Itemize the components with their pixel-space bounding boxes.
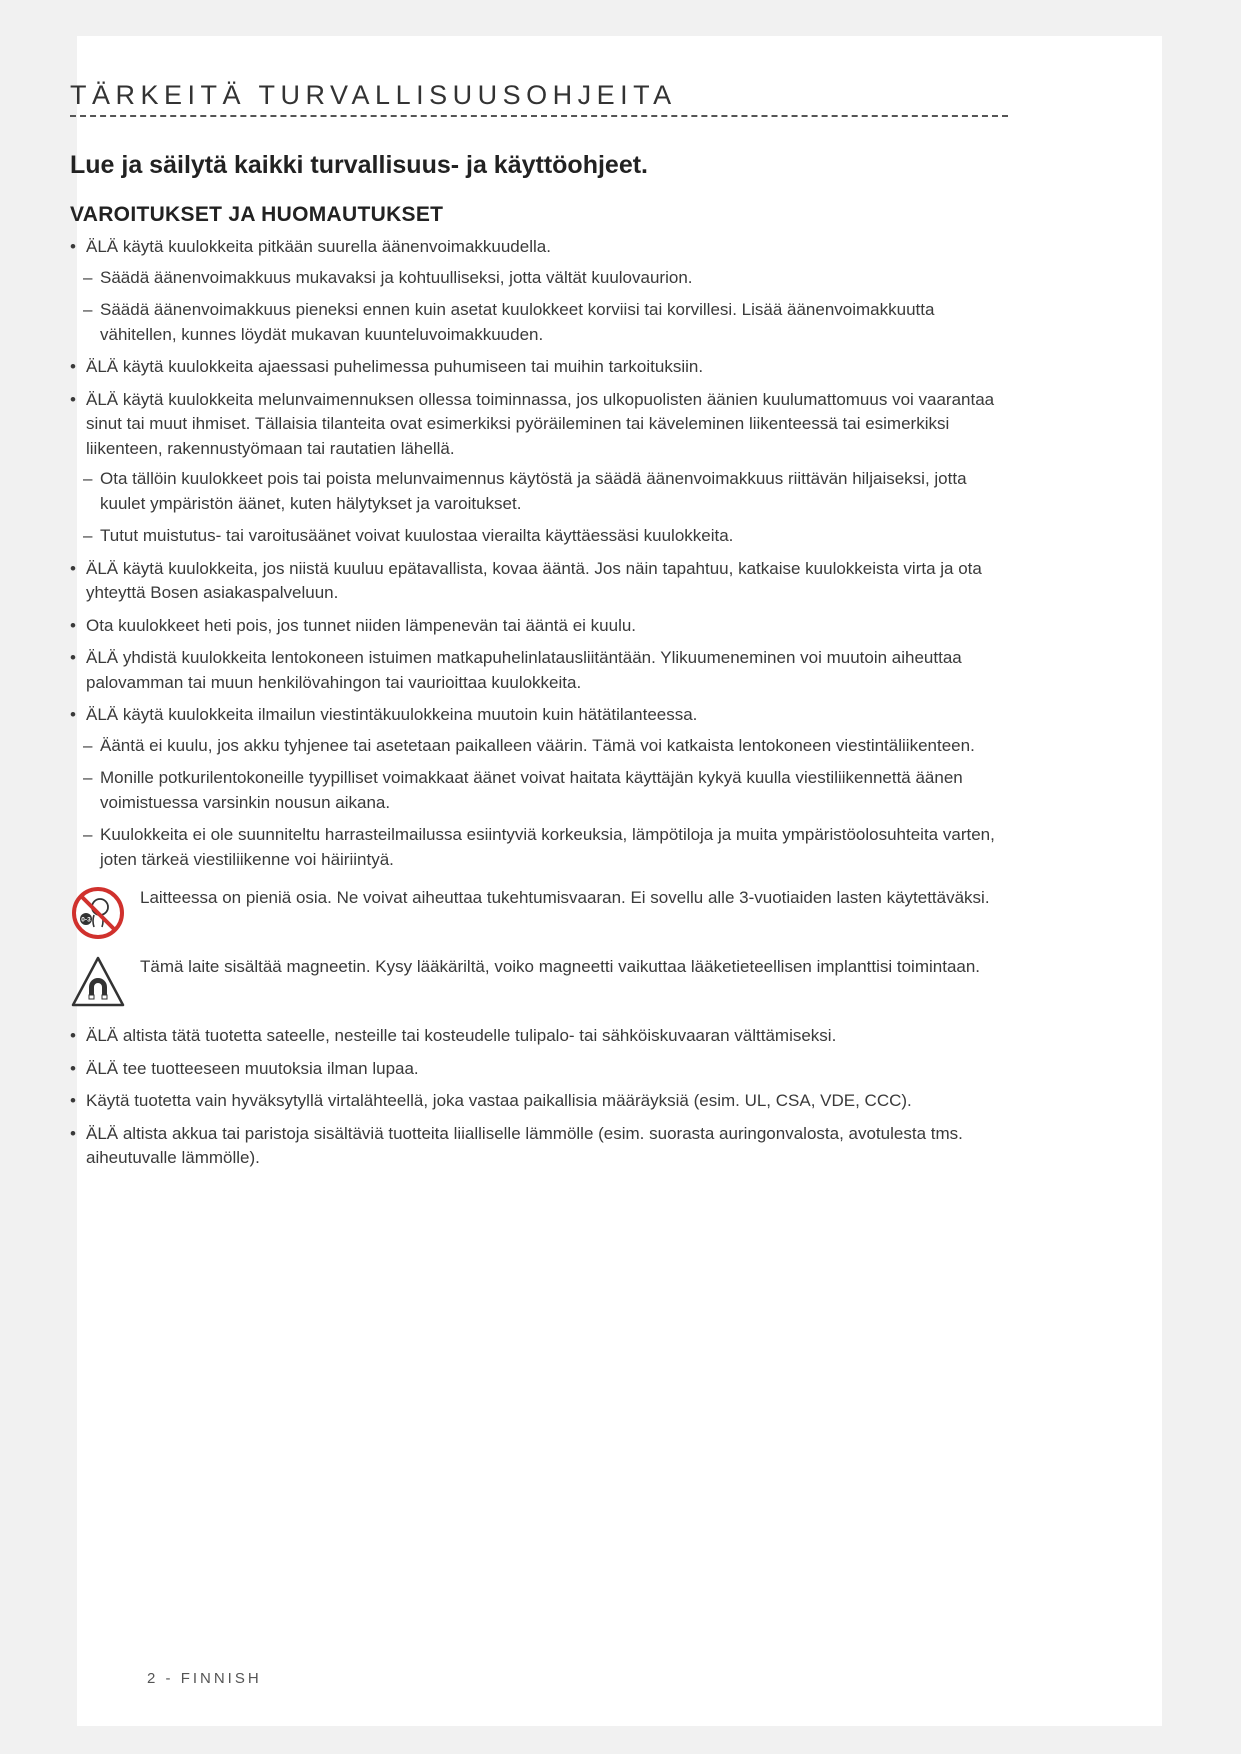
page-footer: [147, 1670, 262, 1687]
page-subtitle: Lue ja säilytä kaikki turvallisuus- ja käyttöohjeet.: [70, 151, 649, 179]
footer-separator: -: [165, 1670, 174, 1687]
list-item: [70, 614, 1010, 639]
list-item-text: ÄLÄ käytä kuulokkeita ilmailun viestintäkuulokkeina muutoin kuin hätätilanteessa.: [86, 705, 698, 724]
list-item: [70, 646, 1010, 695]
warnings-list-a: [70, 235, 1010, 872]
list-item-text: ÄLÄ käytä kuulokkeita, jos niistä kuuluu epätavallista, kovaa ääntä. Jos näin tapahtuu, katkaise kuulokkeista virta ja ota yhteyttä Bosen asiakaspalveluun.: [86, 558, 982, 602]
header-dashed-rule: [70, 115, 1008, 117]
list-item-text: ÄLÄ käytä kuulokkeita melunvaimennuksen ollessa toiminnassa, jos ulkopuolisten äänien kuulumattomuus voi vaarantaa sinut tai muut ihmiset. Tällaisia tilanteita ovat esimerkiksi pyöräileminen tai käveleminen liikenteessä tai esimerkiksi liikenteen, rakennustyömaan tai rautatien lähellä.: [86, 389, 995, 458]
sub-item: – Kuulokkeita ei ole suunniteltu harrasteilmailussa esiintyviä korkeuksia, lämpötiloja ja muita ympäristöolosuhteita varten, joten tärkeä viestiliikenne voi häiriintyä.: [70, 823, 1010, 872]
age-badge: 0-3: [81, 916, 91, 924]
list-item-text: ÄLÄ käytä kuulokkeita pitkään suurella äänenvoimakkuudella.: [86, 237, 551, 256]
choking-hazard-icon: [70, 885, 126, 941]
sub-item: – Ääntä ei kuulu, jos akku tyhjenee tai asetetaan paikalleen väärin. Tämä voi katkaista lentokoneen viestintäliikenteen.: [70, 734, 1010, 759]
list-item: • ÄLÄ altista akkua tai paristoja sisältäviä tuotteita liialliselle lämmölle (esim. suorasta auringonvalosta, avotulesta tms. aiheutuvalle lämmölle).: [70, 1122, 1010, 1171]
section-title: VAROITUKSET JA HUOMAUTUKSET: [70, 203, 444, 226]
sub-item: – Säädä äänenvoimakkuus pieneksi ennen kuin asetat kuulokkeet korviisi tai korvillesi. Lisää äänenvoimakkuutta vähitellen, kunnes löydät mukavan kuunteluvoimakkuuden.: [70, 298, 1010, 347]
list-item-text: Ota kuulokkeet heti pois, jos tunnet niiden lämpenevän tai ääntä ei kuulu.: [86, 615, 637, 635]
list-item: [70, 355, 1010, 380]
list-item-text: ÄLÄ yhdistä kuulokkeita lentokoneen istuimen matkapuhelinlatausliitäntään. Ylikuumeneminen voi muutoin aiheuttaa palovamman tai muun henkilövahingon tai vaurioittaa kuulokkeita.: [86, 648, 962, 692]
sub-item: – Säädä äänenvoimakkuus mukavaksi ja kohtuulliseksi, jotta vältät kuulovaurion.: [70, 266, 1010, 291]
page-number: 2: [147, 1670, 159, 1687]
magnet-warning-icon: [70, 954, 126, 1010]
choking-hazard-warning: [70, 886, 1010, 941]
list-item: [70, 388, 1010, 549]
list-item: [70, 235, 1010, 347]
list-item: [70, 703, 1010, 872]
magnet-warning-text: Tämä laite sisältää magneetin. Kysy lääkäriltä, voiko magneetti vaikuttaa lääketieteellisen implanttisi toimintaan.: [140, 957, 981, 976]
footer-language: FINNISH: [180, 1670, 262, 1687]
sub-item: – Ota tällöin kuulokkeet pois tai poista melunvaimennus käytöstä ja säädä äänenvoimakkuus riittävän hiljaiseksi, jotta kuulet ympäristön äänet, kuten hälytykset ja varoitukset.: [70, 467, 1010, 516]
list-item: • ÄLÄ altista tätä tuotetta sateelle, nesteille tai kosteudelle tulipalo- tai sähköiskuvaaran välttämiseksi.: [70, 1024, 1010, 1049]
list-item: • Käytä tuotetta vain hyväksytyllä virtalähteellä, joka vastaa paikallisia määräyksiä (esim. UL, CSA, VDE, CCC).: [70, 1089, 1010, 1114]
sub-item: – Monille potkurilentokoneille tyypilliset voimakkaat äänet voivat haitata käyttäjän kykyä kuulla viestiliikennettä äänen voimistuessa varsinkin nousun aikana.: [70, 766, 1010, 815]
page-header: TÄRKEITÄ TURVALLISUUSOHJEITA: [70, 80, 677, 110]
list-item: • ÄLÄ tee tuotteeseen muutoksia ilman lupaa.: [70, 1057, 1010, 1082]
magnet-warning: [70, 955, 1010, 1010]
list-item-text: ÄLÄ käytä kuulokkeita ajaessasi puhelimessa puhumiseen tai muihin tarkoituksiin.: [86, 357, 704, 376]
warnings-list-b: [70, 1024, 1010, 1171]
sub-item: – Tutut muistutus- tai varoitusäänet voivat kuulostaa vierailta käyttäessäsi kuulokkeita.: [70, 524, 1010, 549]
list-item: [70, 557, 1010, 606]
choking-hazard-text: Laitteessa on pieniä osia. Ne voivat aiheuttaa tukehtumisvaaran. Ei sovellu alle 3-vuotiaiden lasten käytettäväksi.: [140, 888, 990, 907]
content-area: [70, 78, 1010, 1179]
